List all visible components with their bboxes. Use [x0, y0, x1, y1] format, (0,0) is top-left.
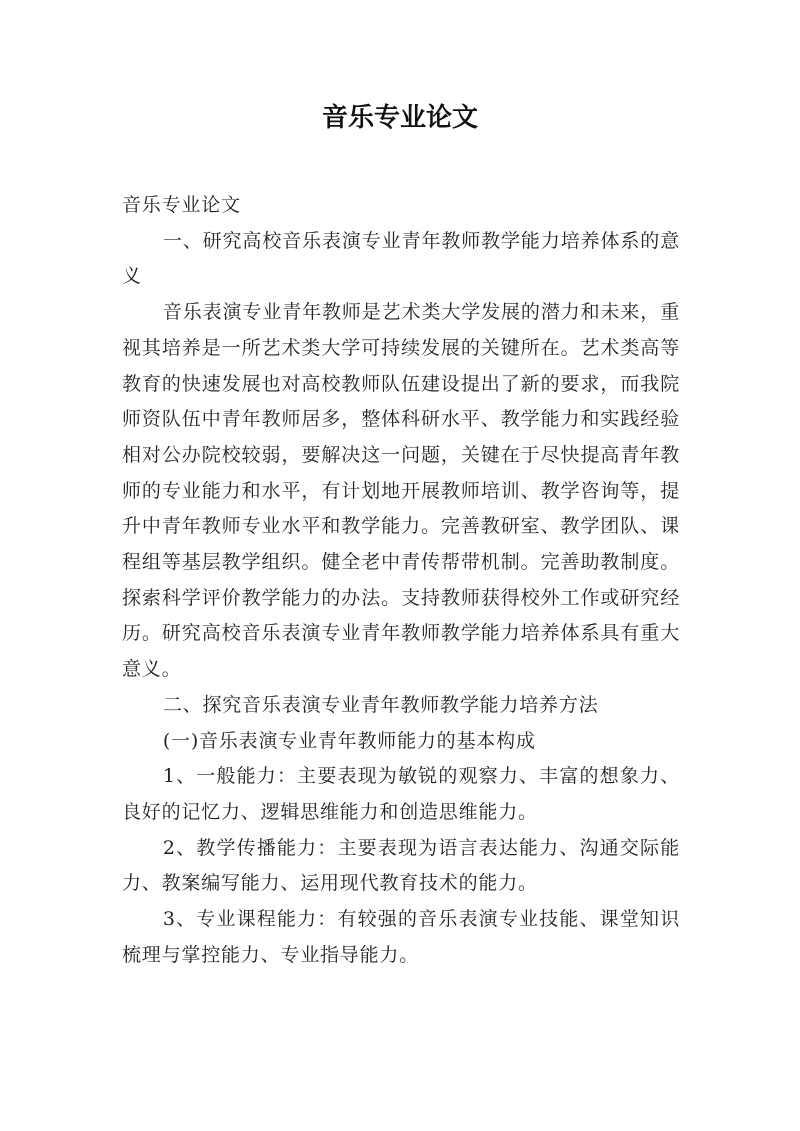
list-item-2: 2、教学传播能力：主要表现为语言表达能力、沟通交际能力、教案编写能力、运用现代教育技术的能力。 [122, 836, 680, 895]
subtitle-line: 音乐专业论文 [122, 194, 241, 216]
list-item-1: 1、一般能力：主要表现为敏锐的观察力、丰富的想象力、良好的记忆力、逻辑思维能力和创造思维能力。 [122, 765, 680, 823]
body-paragraph: 音乐表演专业青年教师是艺术类大学发展的潜力和未来，重视其培养是一所艺术类大学可持续发展的关键所在。艺术类高等教育的快速发展也对高校教师队伍建设提出了新的要求，而我院师资队伍中青年教师居多，整体科研水平、教学能力和实践经验相对公办院校较弱，要解决这一问题，关键在于尽快提高青年教师的专业能力和水平，有计划地开展教师培训、教学咨询等，提升中青年教师专业水平和教学能力。完善教研室、教学团队、课程组等基层教学组织。健全老中青传帮带机制。完善助教制度。探索科学评价教学能力的办法。支持教师获得校外工作或研究经历。研究高校音乐表演专业青年教师教学能力培养体系具有重大意义。 [122, 301, 680, 681]
document-title: 音乐专业论文 [321, 103, 478, 133]
document-body [122, 188, 680, 973]
list-item-3: 3、专业课程能力：有较强的音乐表演专业技能、课堂知识梳理与掌控能力、专业指导能力。 [122, 908, 680, 966]
section-heading-1: 一、研究高校音乐表演专业青年教师教学能力培养体系的意义 [122, 229, 680, 288]
subsection-heading: (一)音乐表演专业青年教师能力的基本构成 [162, 729, 536, 752]
section-heading-2: 二、探究音乐表演专业青年教师教学能力培养方法 [162, 693, 599, 716]
